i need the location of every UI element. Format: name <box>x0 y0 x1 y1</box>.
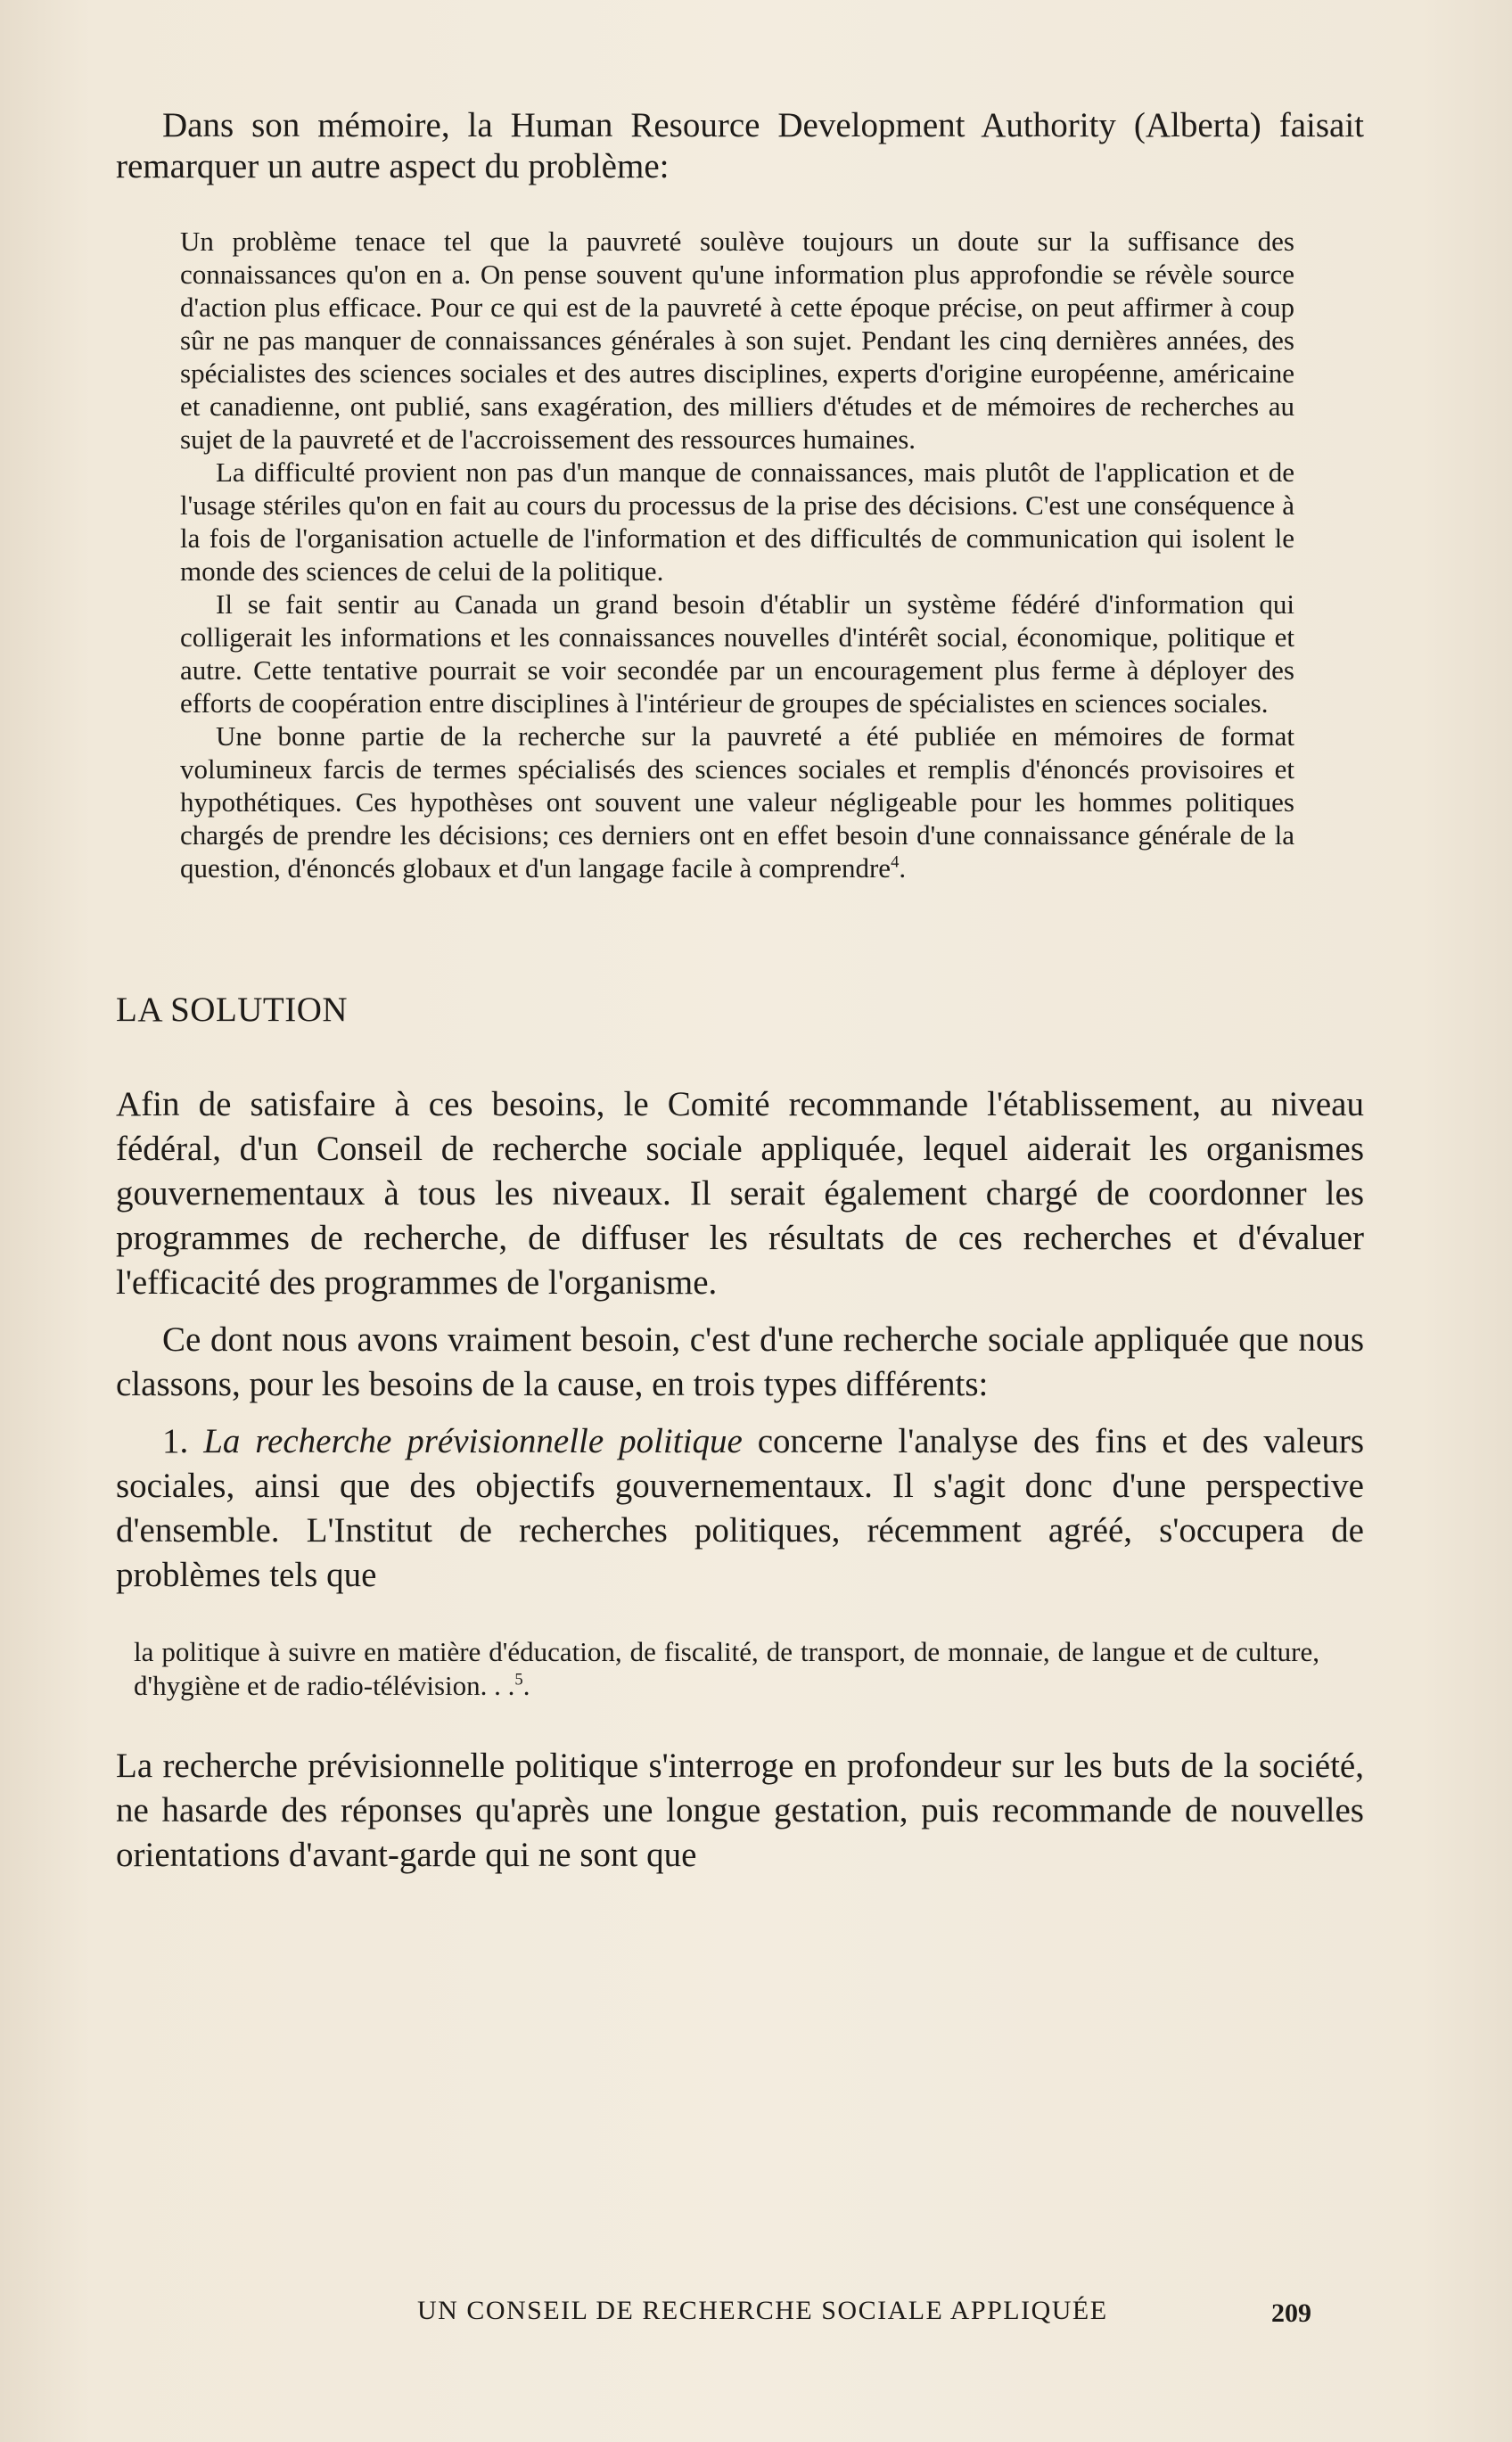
quote2-paragraph <box>134 1635 1319 1703</box>
footnote-marker-4: 4 <box>891 852 900 872</box>
quote2-text: la politique à suivre en matière d'éducation, de fiscalité, de transport, de monnaie, de langue et de culture, d'hygiène et de radio-télévision. . . <box>134 1636 1319 1701</box>
page-number: 209 <box>1271 2298 1311 2328</box>
page-content <box>116 105 1364 1878</box>
intro-paragraph: Dans son mémoire, la Human Resource Development Authority (Alberta) faisait remarquer un autre aspect du problème: <box>116 106 1364 185</box>
body-paragraph-1: Afin de satisfaire à ces besoins, le Comité recommande l'établissement, au niveau fédéral, d'un Conseil de recherche sociale appliquée, lequel aiderait les organismes gouvernementaux à tous les niveaux. Il serait également chargé de coordonner les programmes de recherche, de diffuser les résultats de ces recherches et d'évaluer l'efficacité des programmes de l'organisme. <box>116 1085 1364 1302</box>
quote-paragraph-4 <box>180 719 1294 884</box>
quote2-end-period: . <box>522 1670 530 1701</box>
body-paragraph-4: La recherche prévisionnelle politique s'interroge en profondeur sur les buts de la société, ne hasarde des réponses qu'après une longue gestation, puis recommande de nouvelles orientations d'avant-garde qui ne sont que <box>116 1747 1364 1874</box>
block-quote-memoire <box>180 225 1294 884</box>
quote-paragraph-1: Un problème tenace tel que la pauvreté soulève toujours un doute sur la suffisance des connaissances qu'on en a. On pense souvent qu'une information plus approfondie se révèle source d'action plus efficace. Pour ce qui est de la pauvreté à cette époque précise, on peut affirmer à coup sûr ne pas manquer de connaissances générales à son sujet. Pendant les cinq dernières années, des spécialistes des sciences sociales et des autres disciplines, experts d'origine européenne, américaine et canadienne, ont publié, sans exagération, des milliers d'études et de mémoires de recherches au sujet de la pauvreté et de l'accroissement des ressources humaines. <box>180 226 1294 455</box>
list-item-title: La recherche prévisionnelle politique <box>203 1422 743 1460</box>
section-body <box>116 1082 1364 1598</box>
body-paragraph-2: Ce dont nous avons vraiment besoin, c'est d'une recherche sociale appliquée que nous classons, pour les besoins de la cause, en trois types différents: <box>116 1320 1364 1403</box>
quote-paragraph-3: Il se fait sentir au Canada un grand besoin d'établir un système fédéré d'information qui colligerait les informations et les connaissances nouvelles d'intérêt social, économique, politique et autre. Cette tentative pourrait se voir secondée par un encouragement plus ferme à déployer des efforts de coopération entre disciplines à l'intérieur de groupes de spécialistes en sciences sociales. <box>180 588 1294 719</box>
quote-paragraph-4-text: Une bonne partie de la recherche sur la pauvreté a été publiée en mémoires de format volumineux farcis de termes spécialisés des sciences sociales et remplis d'énoncés provisoires et hypothétiques. Ces hypothèses ont souvent une valeur négligeable pour les hommes politiques chargés de prendre les décisions; ces derniers ont en effet besoin d'une connaissance générale de la question, d'énoncés globaux et d'un langage facile à comprendre <box>180 720 1294 884</box>
block-quote-institut <box>134 1635 1319 1703</box>
quote-paragraph-2: La difficulté provient non pas d'un manque de connaissances, mais plutôt de l'application et de l'usage stériles qu'on en fait au cours du processus de la prise des décisions. C'est une conséquence à la fois de l'organisation actuelle de l'information et des difficultés de communication qui isolent le monde des sciences de celui de la politique. <box>180 456 1294 587</box>
footnote-marker-5: 5 <box>514 1670 523 1690</box>
quote-end-period: . <box>899 852 907 884</box>
section-heading: LA SOLUTION <box>116 991 349 1029</box>
running-footer-title: UN CONSEIL DE RECHERCHE SOCIALE APPLIQUÉE <box>417 2296 1108 2325</box>
body-paragraph-3 <box>116 1419 1364 1598</box>
list-item-text: concerne l'analyse des fins et des valeurs sociales, ainsi que des objectifs gouvernementaux. Il s'agit donc d'une perspective d'ensemble. L'Institut de recherches politiques, récemment agréé, s'occupera de problèmes tels que <box>116 1422 1365 1594</box>
closing-body <box>116 1744 1364 1878</box>
list-number: 1. <box>162 1422 189 1460</box>
